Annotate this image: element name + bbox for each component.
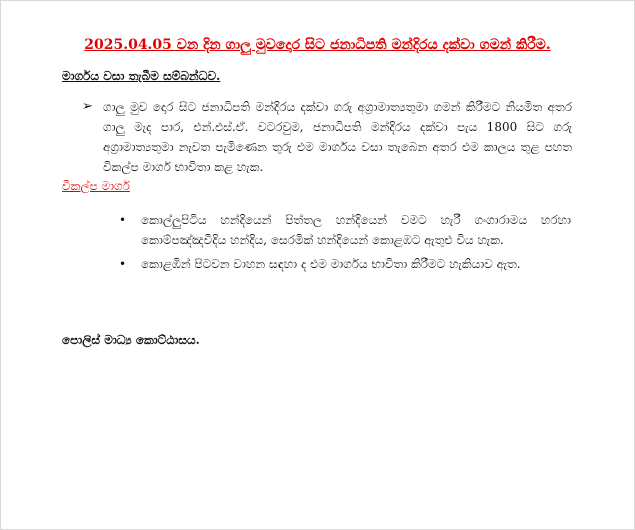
alternate-route-text: කොළඹින් පිටවන වාහන සඳහා ද එම මාර්ගය භාවිතා කිරීමට හැකියාව ඇත. [141,257,521,271]
list-item [119,254,571,274]
alternate-routes-heading: විකල්ප මාර්ග [62,179,130,193]
arrow-bullet-icon: ➢ [82,99,93,114]
signature-line: පොලිස් මාධ්‍ය කොට්ඨාසය. [62,333,200,347]
route-closure-paragraph: ගාලු මුව දොර සිට ජනාධිපති මන්දිරය දක්වා ගරු අග්‍රාමාත්‍යතුමා ගමන් කිරීමට නියමිත අතර ගාලු මැද පාර, එන්.එස්.ඒ. වටරවුම, ජනාධිපති මන්දිරය දක්වා පැය 1800 සිට ගරු අග්‍රාමාත්‍යතුමා නැවත පැමිණෙන තුරු එම මාර්ගය වසා තැබෙන අතර එම කාලය තුළ පහත විකල්ප මාර්ග භාවිතා කළ හැක. [103,100,572,174]
dot-bullet-icon: • [119,213,127,227]
document-title: 2025.04.05 වන දින ගාලු මුවදොර සිට ජනාධිපති මන්දිරය දක්වා ගමන් කිරීම. [84,37,551,53]
list-item [119,210,571,250]
dot-bullet-icon: • [119,257,127,271]
alternate-route-text: කොල්ලුපිටිය හන්දියෙන් පිත්තල හන්දියෙන් වමට හැරී ගංගාරාමය හරහා කොම්පඤ්ඤවීදිය හන්දිය, සෙරමික් හන්දියෙන් කොළඹට ඇතුළු විය හැක. [141,213,571,247]
route-closure-heading: මාර්ගය වසා තැබීම සම්බන්ධව. [62,69,221,83]
alternate-routes-list [119,210,571,278]
route-closure-block [82,97,572,177]
